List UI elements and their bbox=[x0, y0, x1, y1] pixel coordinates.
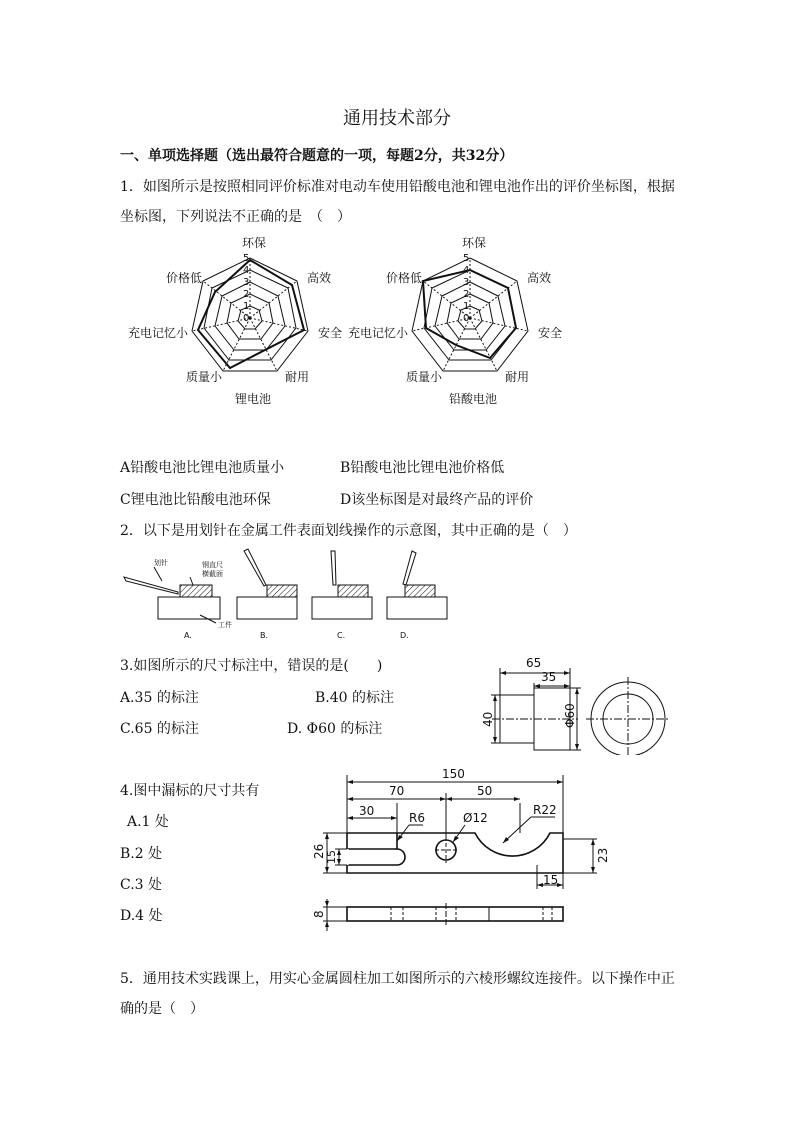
radar-right-axis-gaoxiao: 高效 bbox=[527, 271, 552, 285]
q1-option-a: A铅酸电池比锂电池质量小 bbox=[120, 460, 285, 476]
q1-option-b: B铅酸电池比锂电池价格低 bbox=[340, 460, 505, 476]
radar-left-axis-naiyong: 耐用 bbox=[285, 370, 310, 384]
dim-26: 26 bbox=[312, 843, 326, 859]
dim-phi60: Φ60 bbox=[563, 703, 577, 728]
radar-right-axis-naiyong: 耐用 bbox=[505, 370, 530, 384]
radar-right-tick-3: 3 bbox=[463, 277, 470, 288]
q1-text-line2: 坐标图，下列说法不正确的是 （ ） bbox=[120, 209, 351, 225]
fig-label-a: A. bbox=[184, 631, 192, 640]
scribing-figure-c bbox=[312, 551, 372, 619]
q4-text-line1: 4.图中漏标的尺寸共有 bbox=[120, 783, 260, 799]
shaft-drawing bbox=[478, 650, 678, 755]
label-steel-ruler: 钢直尺 bbox=[202, 561, 223, 569]
q2-text-line1: 2．以下是用划针在金属工件表面划线操作的示意图，其中正确的是（ ） bbox=[120, 523, 577, 539]
scribing-figure-b bbox=[237, 549, 297, 619]
radar-right-axis-anquan: 安全 bbox=[538, 326, 563, 340]
label-workpiece: 工件 bbox=[218, 621, 232, 629]
fig-label-b: B. bbox=[260, 631, 269, 640]
q4-option-a: A.1 处 bbox=[127, 814, 169, 830]
dim-30: 30 bbox=[359, 804, 375, 818]
fig-label-d: D. bbox=[400, 631, 409, 640]
dim-23: 23 bbox=[596, 847, 610, 863]
scribing-figure-d bbox=[387, 551, 447, 619]
radar-left-tick-0: 0 bbox=[243, 313, 250, 324]
label-cross-section: 横截面 bbox=[202, 570, 223, 578]
label-scriber: 划针 bbox=[154, 559, 168, 567]
q4-option-c: C.3 处 bbox=[120, 877, 163, 893]
radar-left-axis-zhiliangxiao: 质量小 bbox=[186, 370, 223, 384]
plate-drawing bbox=[305, 765, 615, 945]
dim-r6: R6 bbox=[409, 811, 425, 825]
radar-charts-figure bbox=[120, 230, 600, 410]
dim-150: 150 bbox=[442, 767, 465, 781]
dim-8: 8 bbox=[312, 910, 326, 918]
q5-text-line2: 确的是（ ） bbox=[120, 1001, 204, 1017]
q4-option-d: D.4 处 bbox=[120, 908, 163, 924]
radar-right-axis-huanbao: 环保 bbox=[462, 236, 487, 250]
dim-40: 40 bbox=[481, 711, 495, 727]
radar-left bbox=[192, 258, 308, 371]
radar-left-axis-huanbao: 环保 bbox=[242, 236, 267, 250]
q3-option-c: C.65 的标注 bbox=[120, 721, 199, 737]
radar-right-tick-2: 2 bbox=[463, 289, 470, 300]
radar-right-tick-1: 1 bbox=[463, 301, 470, 312]
radar-right-axis-jiagedi: 价格低 bbox=[386, 271, 423, 285]
q3-text-line1: 3.如图所示的尺寸标注中，错误的是( ) bbox=[120, 658, 383, 674]
radar-left-tick-3: 3 bbox=[243, 277, 250, 288]
q1-option-d: D该坐标图是对最终产品的评价 bbox=[340, 492, 534, 508]
dim-35: 35 bbox=[541, 670, 557, 684]
dim-70: 70 bbox=[389, 784, 405, 798]
radar-right-axis-chongdian: 充电记忆小 bbox=[348, 326, 409, 340]
dim-15-vertical: 15 bbox=[325, 850, 338, 864]
radar-left-tick-1: 1 bbox=[243, 301, 250, 312]
q3-option-d: D. Φ60 的标注 bbox=[287, 721, 383, 737]
radar-left-tick-2: 2 bbox=[243, 289, 250, 300]
radar-right-axis-zhiliangxiao: 质量小 bbox=[406, 370, 443, 384]
radar-left-axis-anquan: 安全 bbox=[318, 326, 343, 340]
radar-left-tick-4: 4 bbox=[243, 265, 250, 276]
radar-right-tick-4: 4 bbox=[463, 265, 470, 276]
radar-left-caption: 锂电池 bbox=[235, 392, 272, 406]
dim-65: 65 bbox=[526, 656, 542, 670]
q3-option-b: B.40 的标注 bbox=[315, 690, 395, 706]
dim-50: 50 bbox=[477, 784, 493, 798]
radar-right bbox=[412, 258, 528, 371]
radar-right-tick-5: 5 bbox=[463, 253, 470, 264]
dim-r22: R22 bbox=[533, 803, 557, 817]
dim-15-horizontal: 15 bbox=[543, 873, 559, 887]
radar-right-caption: 铅酸电池 bbox=[449, 392, 498, 406]
radar-left-tick-5: 5 bbox=[243, 253, 250, 264]
radar-left-axis-chongdian: 充电记忆小 bbox=[128, 326, 189, 340]
section-heading: 一、单项选择题（选出最符合题意的一项，每题2分，共32分） bbox=[120, 148, 514, 164]
q1-text-line1: 1．如图所示是按照相同评价标准对电动车使用铅酸电池和锂电池作出的评价坐标图，根据 bbox=[120, 179, 675, 195]
fig-label-c: C. bbox=[337, 631, 346, 640]
page-title: 通用技术部分 bbox=[343, 108, 451, 129]
radar-left-axis-gaoxiao: 高效 bbox=[307, 271, 332, 285]
radar-right-tick-0: 0 bbox=[463, 313, 470, 324]
q4-option-b: B.2 处 bbox=[120, 846, 163, 862]
dim-phi12: Ø12 bbox=[463, 811, 488, 825]
q1-option-c: C锂电池比铅酸电池环保 bbox=[120, 492, 271, 508]
q5-text-line1: 5．通用技术实践课上，用实心金属圆柱加工如图所示的六棱形螺纹连接件。以下操作中正 bbox=[120, 971, 675, 987]
q3-option-a: A.35 的标注 bbox=[120, 690, 199, 706]
scribing-figure bbox=[120, 545, 450, 645]
radar-left-axis-jiagedi: 价格低 bbox=[166, 271, 203, 285]
